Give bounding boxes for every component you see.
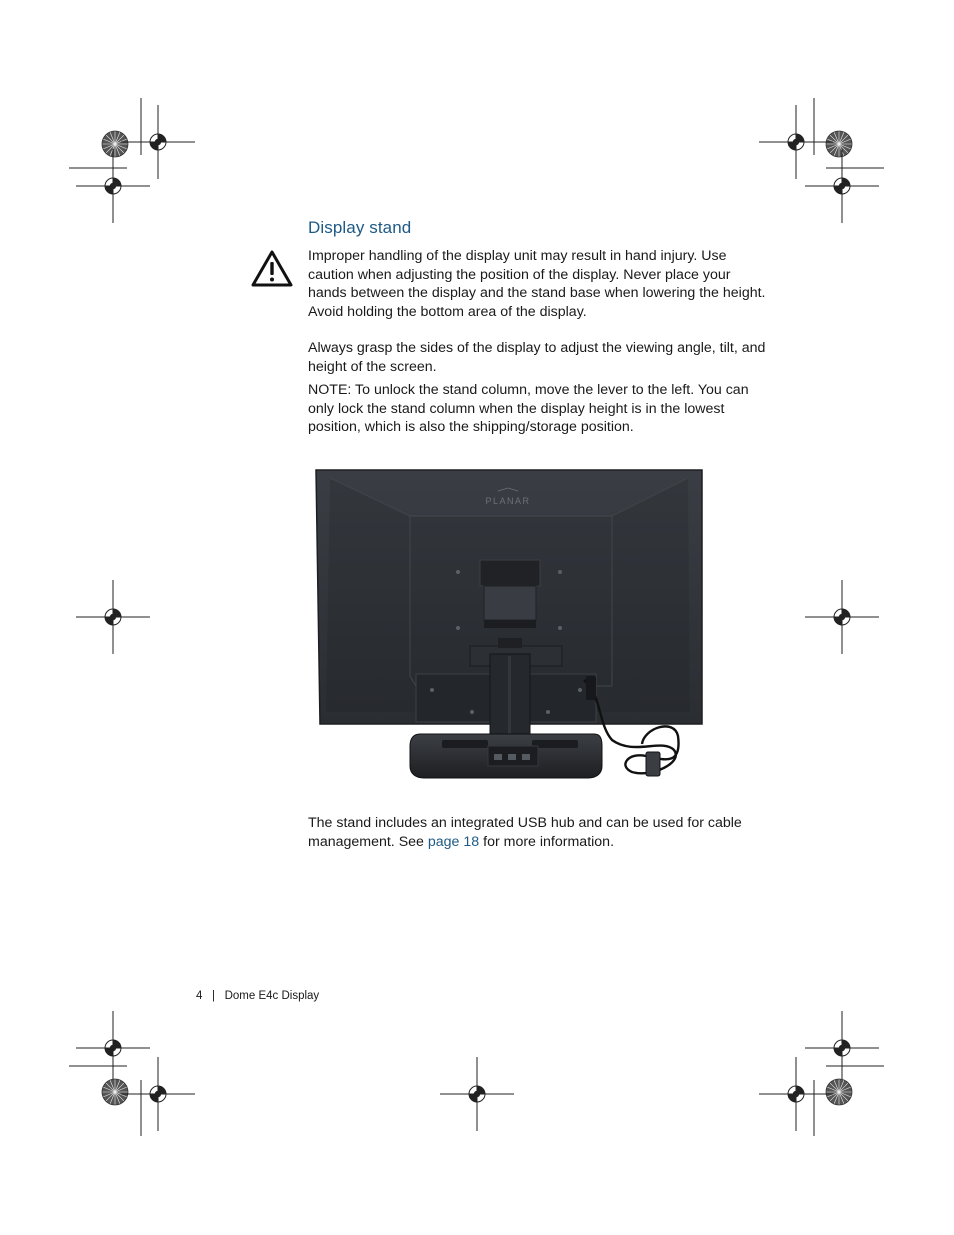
warning-paragraph: Improper handling of the display unit may result in hand injury. Use caution when adjusting the position of the display. Never place your hands between the display and the stand base when lowering the height. Avoid holding the bottom area of the display. — [308, 248, 766, 320]
brand-logo: PLANAR — [485, 496, 531, 506]
doc-title: Dome E4c Display — [224, 990, 320, 1002]
footer-separator: | — [212, 990, 215, 1002]
page-18-link[interactable]: page 18 — [427, 833, 480, 850]
hub-text-after: for more information. — [479, 833, 615, 850]
hub-text-before: The stand includes an integrated USB hub and can be used for cable management. See — [308, 815, 742, 850]
warning-triangle-icon — [250, 249, 294, 289]
usb-hub-info — [308, 814, 768, 851]
unlock-note — [308, 381, 768, 437]
grasp-paragraph: Always grasp the sides of the display to adjust the viewing angle, tilt, and height of the screen. — [308, 340, 766, 375]
hub-paragraph — [308, 814, 768, 851]
section-heading: Display stand — [308, 218, 412, 237]
page-footer — [196, 990, 319, 1002]
warning-text — [308, 247, 768, 321]
display-stand-photo — [312, 466, 704, 784]
grasp-instruction — [308, 339, 768, 376]
note-paragraph: NOTE: To unlock the stand column, move the lever to the left. You can only lock the stand column when the display height is in the lowest position, which is also the shipping/storage position. — [308, 382, 749, 436]
page-number: 4 — [196, 990, 203, 1002]
